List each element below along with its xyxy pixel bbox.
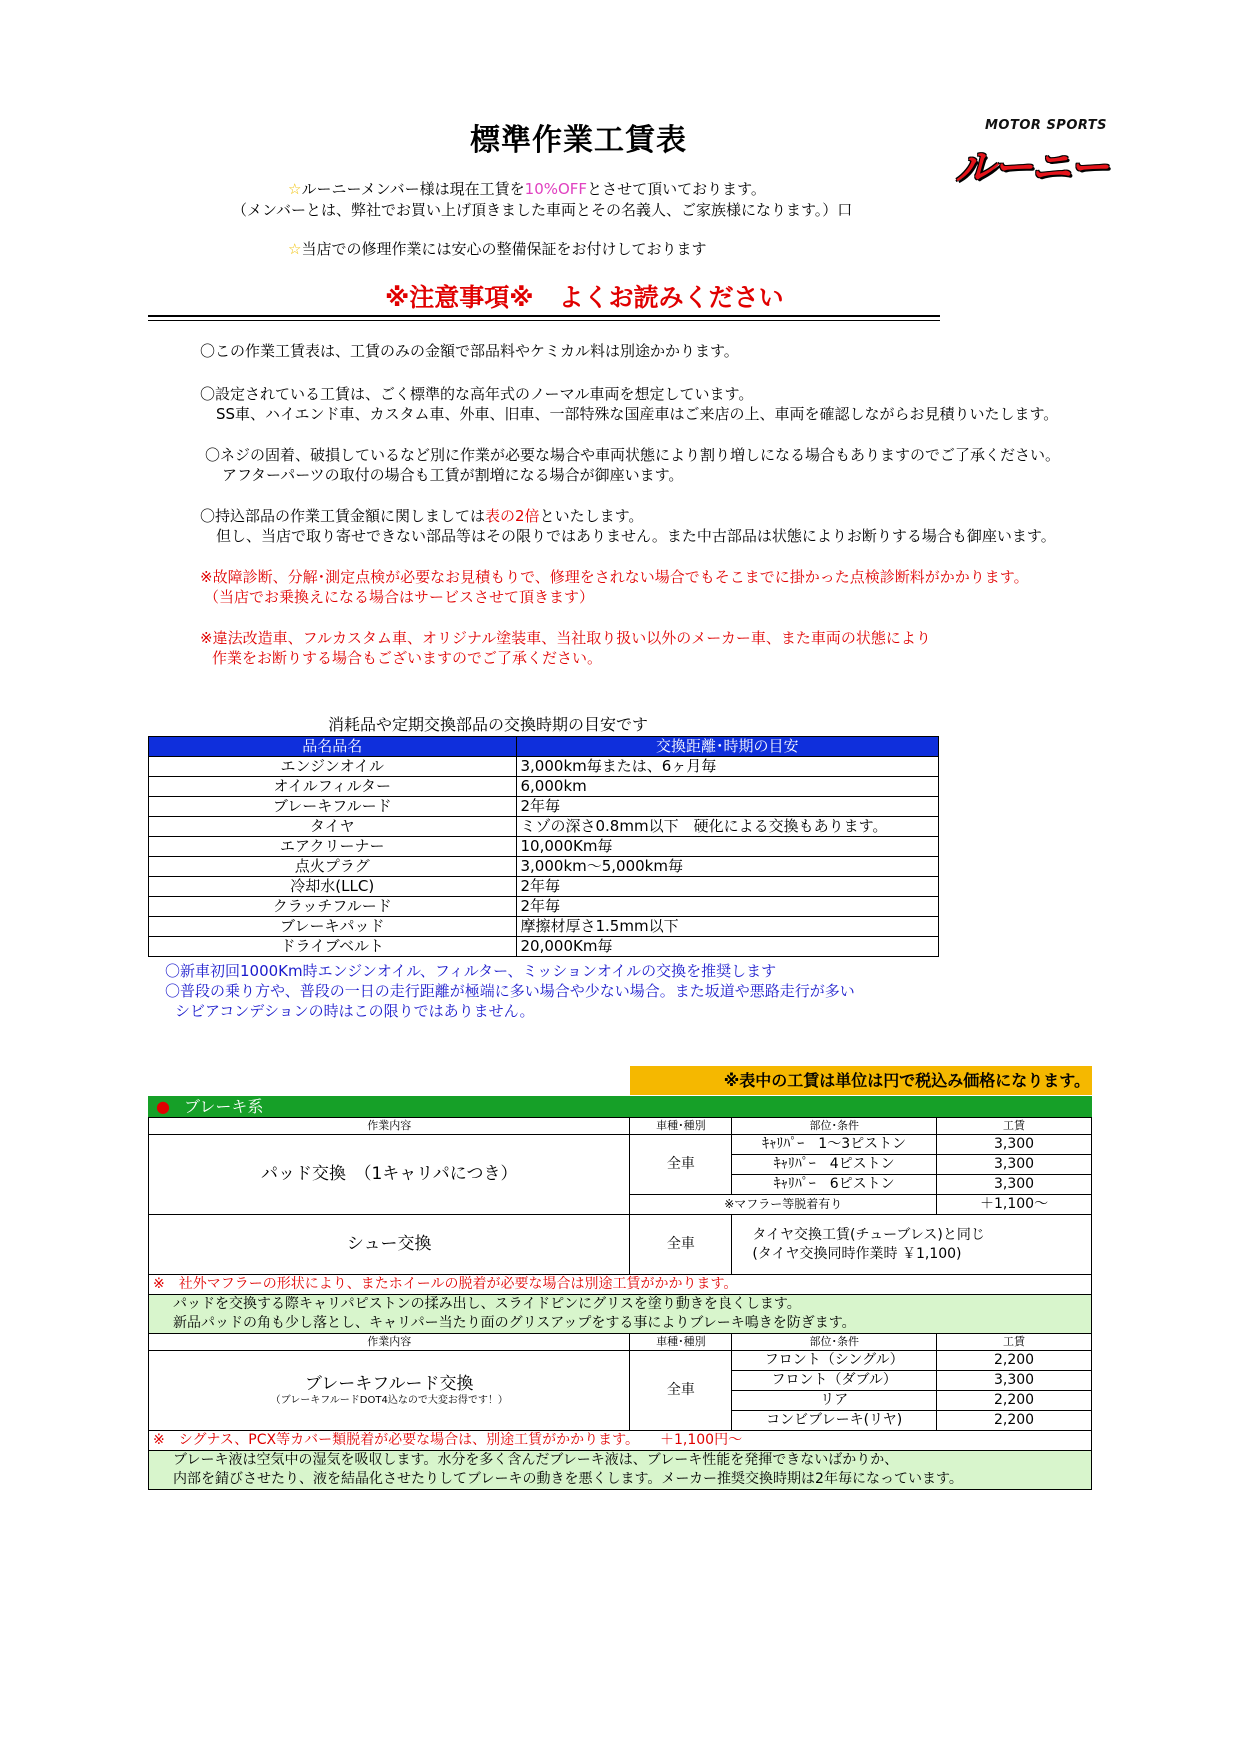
caution-item-6: ※違法改造車、フルカスタム車、オリジナル塗装車、当社取り扱い以外のメーカー車、また車両の状態により	[200, 629, 931, 647]
caution-item-2-detail: SS車、ハイエンド車、カスタム車、外車、旧車、一部特殊な国産車はご来店の上、車両を確認しながらお見積りいたします。	[216, 405, 1059, 423]
maintenance-note-2: 〇普段の乗り方や、普段の一日の走行距離が極端に多い場合や少ない場合。また坂道や悪路走行が多い	[165, 982, 855, 1000]
page-title: 標準作業工賃表	[470, 123, 687, 158]
table-row: タイヤ ミゾの深さ0.8mm以下 硬化による交換もあります。	[149, 817, 939, 837]
caution-item-5: ※故障診断、分解･測定点検が必要なお見積もりで、修理をされない場合でもそこまでに掛かった点検診断料がかかります。	[200, 568, 1029, 586]
table-row: ｷｬﾘﾊﾟｰ 6ピストン 3,300	[149, 1175, 1092, 1195]
maintenance-table	[148, 736, 939, 957]
shop-logo	[955, 118, 1135, 191]
vehicle-type: 全車	[630, 1351, 732, 1431]
table-row: エアクリーナー 10,000Km毎	[149, 837, 939, 857]
column-header-interval: 交換距離･時期の目安	[516, 737, 939, 757]
table-row: オイルフィルター 6,000km	[149, 777, 939, 797]
column-header-item: 品名品名	[149, 737, 517, 757]
table-row	[149, 1295, 1092, 1334]
logo-wordmark: ルーニー	[955, 145, 1107, 191]
table-header-row: 作業内容 車種･種別 部位･条件 工賃	[149, 1334, 1092, 1351]
intro-member-discount: ☆ルーニーメンバー様は現在工賃を10%OFFとさせて頂いております。	[288, 180, 766, 198]
bullet-icon: ●	[156, 1097, 170, 1116]
table-row	[149, 1451, 1092, 1490]
shoe-fee-condition: タイヤ交換工賃(チューブレス)と同じ (タイヤ交換同時作業時 ￥1,100)	[732, 1215, 1092, 1275]
table-row	[149, 1215, 1092, 1275]
intro-warranty: ☆当店での修理作業には安心の整備保証をお付けしております	[288, 240, 707, 258]
maintenance-note-3: シビアコンデションの時はこの限りではありません。	[175, 1002, 535, 1020]
table-row: ブレーキフルード 2年毎	[149, 797, 939, 817]
pad-tip: パッドを交換する際キャリパピストンの揉み出し、スライドピンにグリスを塗り動きを良くします。 新品パッドの角も少し落とし、キャリパー当たり面のグリスアップをする事によりブレーキ鳴きを防ぎます。	[149, 1295, 1092, 1334]
divider	[148, 315, 940, 321]
table-row: ブレーキフルード交換 （ブレーキフルードDOT4込なので大変お得です！） 全車 フロント（シングル） 2,200	[149, 1351, 1092, 1371]
category-label: ブレーキ系	[183, 1097, 264, 1116]
table-row	[149, 1431, 1092, 1451]
table-row: コンビブレーキ(リヤ) 2,200	[149, 1411, 1092, 1431]
caution-item-6-detail: 作業をお断りする場合もございますのでご了承ください。	[212, 649, 603, 667]
table-header-row	[149, 737, 939, 757]
muffler-fee: ＋1,100～	[937, 1195, 1092, 1215]
caution-item-2: 〇設定されている工賃は、ごく標準的な高年式のノーマル車両を想定しています。	[200, 385, 754, 403]
intro-member-definition: （メンバーとは、弊社でお買い上げ頂きました車両とその名義人、ご家族様になります。）口	[232, 201, 853, 219]
caution-item-3: 〇ネジの固着、破損しているなど別に作業が必要な場合や車両状態により割り増しになる場合もありますのでご了承ください。	[205, 446, 1061, 464]
caution-item-3-detail: アフターパーツの取付の場合も工賃が割増になる場合が御座います。	[222, 466, 684, 484]
red-note-1: ※ 社外マフラーの形状により、またホイールの脱着が必要な場合は別途工賃がかかります。	[149, 1275, 1092, 1295]
table-row: パッド交換 （1キャリパにつき） 全車 ｷｬﾘﾊﾟｰ 1～3ピストン 3,300	[149, 1135, 1092, 1155]
table-header-row: 作業内容 車種･種別 部位･条件 工賃	[149, 1118, 1092, 1135]
tax-notice: ※表中の工賃は単位は円で税込み価格になります。	[630, 1066, 1092, 1095]
table-row: エンジンオイル 3,000km毎または、6ヶ月毎	[149, 757, 939, 777]
maintenance-note-1: 〇新車初回1000Km時エンジンオイル、フィルター、ミッションオイルの交換を推奨します	[165, 962, 777, 980]
fluid-replacement-label: ブレーキフルード交換 （ブレーキフルードDOT4込なので大変お得です！）	[149, 1351, 630, 1431]
caution-heading: ※注意事項※ よくお読みください	[385, 283, 784, 312]
caution-item-5-detail: （当店でお乗換えになる場合はサービスさせて頂きます）	[204, 588, 595, 606]
table-row: クラッチフルード 2年毎	[149, 897, 939, 917]
star-icon: ☆	[288, 180, 302, 198]
shoe-replacement-label: シュー交換	[149, 1215, 630, 1275]
caution-item-4-detail: 但し、当店で取り寄せできない部品等はその限りではありません。また中古部品は状態によりお断りする場合も御座います。	[216, 527, 1056, 545]
table-row: 点火プラグ 3,000km～5,000km毎	[149, 857, 939, 877]
discount-rate: 10%OFF	[524, 180, 588, 198]
muffler-note: ※マフラー等脱着有り	[630, 1195, 937, 1215]
caution-item-4: 〇持込部品の作業工賃金額に関しましては表の2倍といたします。	[200, 507, 644, 525]
fluid-tip: ブレーキ液は空気中の湿気を吸収します。水分を多く含んだブレーキ液は、ブレーキ性能を発揮できないばかりか、 内部を錆びさせたり、液を結晶化させたりしてブレーキの動きを悪くします。メーカー推奨交換時期は2年毎になっています。	[149, 1451, 1092, 1490]
red-note-2: ※ シグナス、PCX等カバー類脱着が必要な場合は、別途工賃がかかります。 ＋1,100円～	[149, 1431, 1092, 1451]
table-row	[149, 1275, 1092, 1295]
table-row: ブレーキパッド 摩擦材厚さ1.5mm以下	[149, 917, 939, 937]
logo-subtitle: MOTOR SPORTS	[985, 118, 1108, 133]
vehicle-type: 全車	[630, 1215, 732, 1275]
vehicle-type: 全車	[630, 1135, 732, 1195]
table-row: ドライブベルト 20,000Km毎	[149, 937, 939, 957]
pad-replacement-label: パッド交換 （1キャリパにつき）	[149, 1135, 630, 1215]
table-row: 冷却水(LLC) 2年毎	[149, 877, 939, 897]
category-bar-brake	[148, 1096, 1092, 1117]
star-icon: ☆	[288, 240, 302, 258]
maintenance-table-title: 消耗品や定期交換部品の交換時期の目安です	[328, 715, 649, 734]
table-row: フロント（ダブル） 3,300	[149, 1371, 1092, 1391]
brake-pad-table	[148, 1117, 1092, 1490]
caution-item-1: 〇この作業工賃表は、工賃のみの金額で部品料やケミカル料は別途かかります。	[200, 342, 739, 360]
table-row: リア 2,200	[149, 1391, 1092, 1411]
table-row: ｷｬﾘﾊﾟｰ 4ピストン 3,300	[149, 1155, 1092, 1175]
